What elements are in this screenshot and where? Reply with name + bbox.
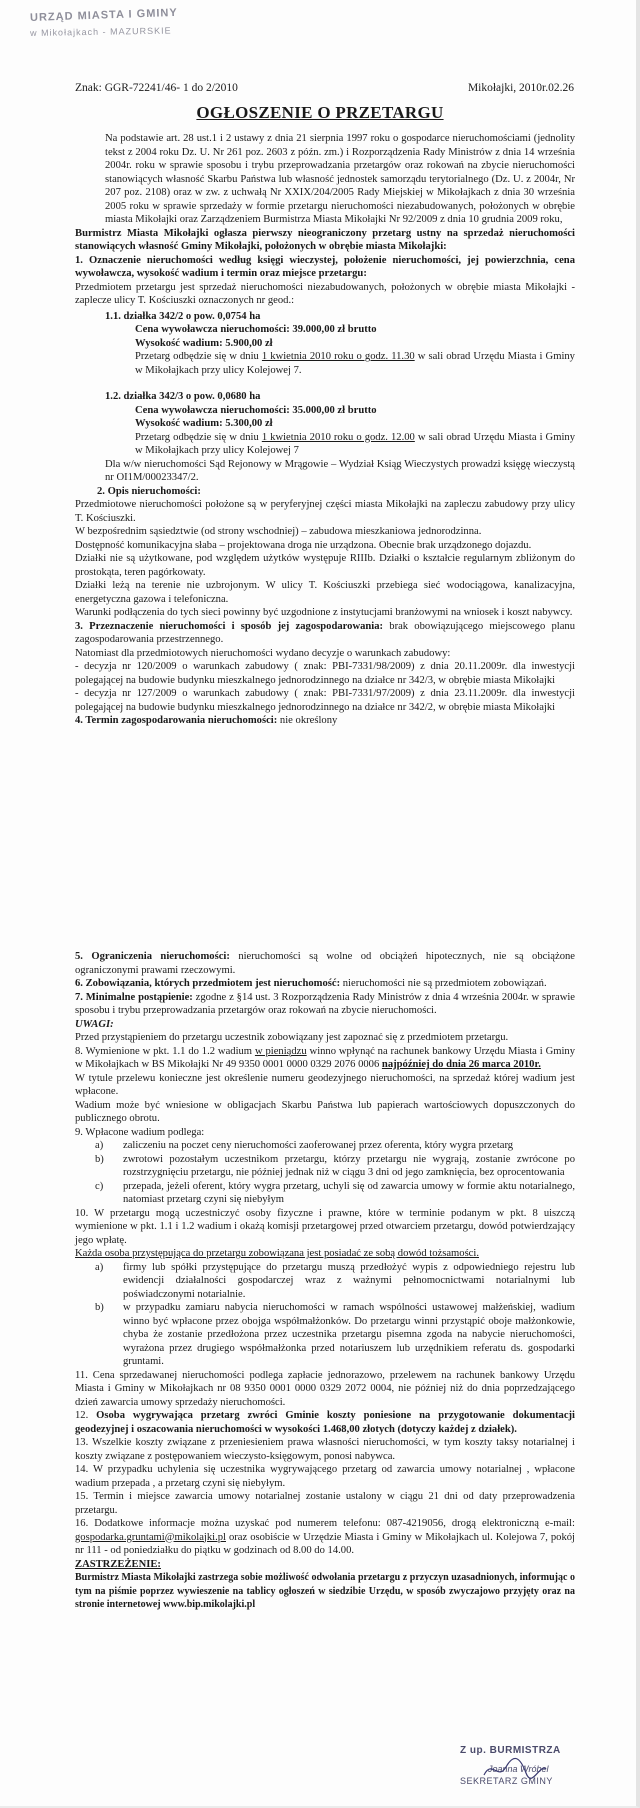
reservation-heading: ZASTRZEŻENIE: — [75, 1558, 161, 1570]
list-item: b) zwrotowi pozostałym uczestnikom przetargu, którzy przetargu nie wygrają, zostanie zwrócone po rozstrzygnięciu przetargu, nie później jednak niż w ciągu 3 dni od jego zamknięcia, bez oprocentowania — [95, 1153, 575, 1178]
id-requirement: Każda osoba przystępująca do przetargu zobowiązana jest posiadać ze sobą dowód tożsamości. — [75, 1248, 479, 1259]
section-8-text: W tytule przelewu konieczne jest określenie numeru geodezyjnego nieruchomości, na sprzedaż której wadium jest wpłacone. Wadium może być wniesione w obligacjach Skarbu Państwa lub papierach wartościowych dopuszczonych do publicznego obrotu. — [75, 1072, 575, 1124]
stamp-line-1: URZĄD MIASTA I GMINY — [29, 6, 178, 25]
plot-1-date: 1 kwietnia 2010 roku o godz. 11.30 — [261, 351, 415, 362]
land-register-note: Dla w/w nieruchomości Sąd Rejonowy w Mrągowie – Wydział Ksiąg Wieczystych prowadzi księgę wieczystą nr OI1M/00023347/2. — [105, 458, 575, 483]
page-two-body — [75, 950, 575, 1612]
section-11: 11. Cena sprzedawanej nieruchomości podlega zapłacie jednorazowo, przelewem na rachunek bankowy Urzędu Miasta i Gminy w Mikołajkach nr 08 9350 0001 0000 0329 2072 0004, nie później niż do dnia poprzedzającego dzień zawarcia umowy sprzedaży nieruchomości. — [75, 1369, 575, 1408]
plot-1 — [75, 310, 575, 378]
section-1-text: Przedmiotem przetargu jest sprzedaż nieruchomości niezabudowanych, położonych w obrębie miasta Mikołajki - zaplecze ulicy T. Kościuszki oznaczonych nr geod.: — [75, 281, 575, 306]
plot-2 — [75, 390, 575, 458]
list-item: b) w przypadku zamiaru nabycia nieruchomości w ramach wspólności ustawowej małżeńskiej, wadium winno być wpłacone przez obojga współmałżonków. Do przetargu winni przystąpić oboje małżonkowie, chyba że zostanie przedłożona przez uczestnika przetargu pisemna zgoda na nabycie nieruchomości, wyrażona przez drugiego współmałżonka przed notariuszem lub urzędnikiem referatu ds. gospodarki gruntami. — [95, 1302, 575, 1367]
plot-2-auction: Przetarg odbędzie się w dniu 1 kwietnia 2010 roku o godz. 12.00 w sali obrad Urzędu Miasta i Gminy w Mikołajkach przy ulicy Kolejowej 7 — [135, 431, 575, 456]
section-14: 14. W przypadku uchylenia się uczestnika wygrywającego przetarg od zawarcia umowy notarialnej , wpłacone wadium przepada , a przetarg czyni się niebyłym. — [75, 1464, 575, 1489]
office-stamp — [30, 8, 260, 48]
section-4-heading: 4. Termin zagospodarowania nieruchomości: — [75, 715, 278, 726]
section-5: 5. Ograniczenia nieruchomości: nieruchomości są wolne od obciążeń hipotecznych, nie są obciążone ograniczonymi prawami rzeczowymi. — [75, 951, 575, 976]
stamp-line-2: w Mikołajkach - MAZURSKIE — [29, 25, 172, 39]
section-2-heading: 2. Opis nieruchomości: — [97, 485, 201, 497]
intro-announcement: Burmistrz Miasta Mikołajki ogłasza pierwszy nieograniczony przetarg ustny na sprzedaż nieruchomości stanowiących własność Gminy Mikołajki, położonych w obrębie miasta Mikołajki: — [75, 227, 575, 252]
deposit-deadline: najpóźniej do dnia 26 marca 2010r. — [381, 1059, 541, 1070]
document-header — [75, 82, 574, 94]
signature-line-1: Z up. BURMISTRZA — [460, 1745, 561, 1756]
section-16: 16. Dodatkowe informacje można uzyskać pod numerem telefonu: 087-4219056, drogą elektroniczną e-mail: gospodarka.gruntami@mikolajki.pl oraz osobiście w Urzędzie Miasta i Gminy w Mikołajkach ul. Kolejowa 7, pokój nr 111 - od poniedziałku do piątku w godzinach od 8.00 do 14.00. — [75, 1518, 575, 1556]
section-3-heading: 3. Przeznaczenie nieruchomości i sposób jej zagospodarowania: — [75, 620, 384, 632]
plot-1-title: 1.1. działka 342/2 o pow. 0,0754 ha — [105, 310, 261, 322]
section-1-heading: 1. Oznaczenie nieruchomości według księgi wieczystej, położenie nieruchomości, jej powierzchnia, cena wywoławcza, wysokość wadium i termin oraz miejsce przetargu: — [75, 254, 575, 279]
intro-text: Na podstawie art. 28 ust.1 i 2 ustawy z dnia 21 sierpnia 1997 roku o gospodarce nieruchomościami (jednolity tekst z 2004 roku Dz. U. Nr 261 poz. 2603 z późn. zm.) i Rozporządzenia Rady Ministrów z dnia 14 września 2004r. roku w sprawie sposobu i trybu przeprowadzania przetargów oraz rokowań na zbycie nieruchomości stanowiących własność Skarbu Państwa lub własność jednostek samorządu terytorialnego (Dz. U. z 2004r, Nr 207 poz. 2108) oraz w zw. z uchwałą Nr XXIX/204/2005 Rady Miejskiej w Mikołajkach z dnia 30 września 2005 roku w sprawie sprzedaży w formie przetargu nieruchomości niezabudowanych, położonych w obrębie miasta Mikołajki oraz Zarządzeniem Burmistrza Miasta Mikołajki Nr 92/2009 z dnia 10 grudnia 2009 roku, — [105, 133, 575, 225]
section-4: 4. Termin zagospodarowania nieruchomości: nie określony — [75, 715, 338, 726]
list-item: c) przepada, jeżeli oferent, który wygra przetarg, uchyli się od zawarcia umowy w formie aktu notarialnego, natomiast przetarg czyni się niebyłym — [95, 1180, 575, 1205]
section-13: 13. Wszelkie koszty związane z przeniesieniem prawa własności nieruchomości, w tym koszty taksy notarialnej i koszty związane z postępowaniem wieczysto-księgowym, ponosi nabywca. — [75, 1437, 575, 1462]
plot-2-title: 1.2. działka 342/3 o pow. 0,0680 ha — [105, 391, 261, 402]
section-7: 7. Minimalne postąpienie: zgodne z §14 ust. 3 Rozporządzenia Rady Ministrów z dnia 4 września 2004r. w sprawie sposobu i trybu przeprowadzania przetargów oraz rokowań na zbycie nieruchomości. — [75, 991, 575, 1016]
signature-line-2: Joanna Wróbel — [488, 1764, 549, 1774]
section-3-text: Natomiast dla przedmiotowych nieruchomości wydano decyzje o warunkach zabudowy: - decyzja nr 120/2009 o warunkach zabudowy ( znak: PBI-7331/98/2009) z dnia 20.11.2009r. dla inwestycji polegającej na budowie budynku mieszkalnego jednorodzinnego na działce nr 342/3, w obrębie miasta Mikołajki - decyzja nr 127/2009 o warunkach zabudowy ( znak: PBI-7331/97/2009) z dnia 23.11.2009r. dla inwestycji polegającej na budowie budynku mieszkalnego jednorodzinnego na działce nr 342/2, w obrębie miasta Mikołajki — [75, 647, 575, 713]
plot-1-deposit: Wysokość wadium: 5.900,00 zł — [135, 337, 273, 349]
signature-line-3: SEKRETARZ GMINY — [460, 1776, 553, 1786]
section-8: 8. Wymienione w pkt. 1.1 do 1.2 wadium w pieniądzu winno wpłynąć na rachunek bankowy Urzędu Miasta i Gminy w Mikołajkach w BS Mikołajki Nr 49 9350 0001 0000 0329 2076 0006 najpóźniej do dnia 26 marca 2010r. — [75, 1045, 575, 1070]
place-date: Mikołajki, 2010r.02.26 — [467, 82, 574, 94]
section-10: 10. W przetargu mogą uczestniczyć osoby fizyczne i prawne, które w terminie podanym w pkt. 8 uiszczą wymienione w pkt. 1.1 i 1.2 wadium i okażą komisji przetargowej przed otwarciem przetargu, dowód potwierdzający jego wpłatę. — [75, 1207, 575, 1246]
section-15: 15. Termin i miejsce zawarcia umowy notarialnej zostanie ustalony w ciągu 21 dni od daty przeprowadzenia przetargu. — [75, 1491, 575, 1516]
list-item: a) firmy lub spółki przystępujące do przetargu muszą przedłożyć wypis z odpowiedniego rejestru lub ewidencji działalności gospodarczej wraz z ważnymi pełnomocnictwami notarialnymi lub poświadczonymi notarialnie. — [95, 1261, 575, 1300]
list-item: a) zaliczeniu na poczet ceny nieruchomości zaoferowanej przez oferenta, który wygra przetarg — [95, 1140, 514, 1151]
plot-2-date: 1 kwietnia 2010 roku o godz. 12.00 — [261, 431, 415, 443]
page-title: OGŁOSZENIE O PRZETARGU — [196, 103, 444, 122]
plot-1-auction: Przetarg odbędzie się w dniu 1 kwietnia 2010 roku o godz. 11.30 w sali obrad Urzędu Miasta i Gminy w Mikołajkach przy ulicy Kolejowej 7. — [135, 351, 575, 376]
section-12: 12. Osoba wygrywająca przetarg zwróci Gminie koszty poniesione na przygotowanie dokumentacji geodezyjnej i oszacowania nieruchomości w wysokości 1.468,00 złotych (dotyczy każdej z działek). — [75, 1410, 576, 1435]
reference-number: Znak: GGR-72241/46- 1 do 2/2010 — [75, 82, 238, 94]
signature-stamp — [460, 1745, 590, 1801]
plot-1-price: Cena wywoławcza nieruchomości: 39.000,00 zł brutto — [135, 324, 377, 335]
contact-email: gospodarka.gruntami@mikolajki.pl — [75, 1531, 226, 1543]
section-2-text: Przedmiotowe nieruchomości położone są w peryferyjnej części miasta Mikołajki na zapleczu zabudowy przy ulicy T. Kościuszki. W bezpośrednim sąsiedztwie (od strony wschodniej) – zabudowa mieszkaniowa jednorodzinna. Dostępność komunikacyjna słaba – projektowana droga nie urządzona. Obecnie brak urządzonego dojazdu. Działki nie są użytkowane, pod względem użytków występuje RIIIb. Działki o kształcie regularnym zbliżonym do prostokąta, teren pagórkowaty. Działki leżą na terenie nie uzbrojonym. W ulicy T. Kościuszki przebiega sieć wodociągowa, kanalizacyjna, energetyczna gazowa i telefoniczna. Warunki podłączenia do tych sieci powinny być uzgodnione z instytucjami branżowymi na wniosek i koszt nabywcy. — [75, 499, 575, 618]
reservation-text: Burmistrz Miasta Mikołajki zastrzega sobie możliwość odwołania przetargu z przyczyn uzasadnionych, informując o tym na piśmie poprzez wywieszenie na tablicy ogłoszeń w siedzibie Urzędu, w sposób zwyczajowo przyjęty oraz na stronie internetowej www.bip.mikolajki.pl — [75, 1572, 575, 1610]
section-9-heading: 9. Wpłacone wadium podlega: — [75, 1126, 205, 1138]
remarks-text: Przed przystąpieniem do przetargu uczestnik zobowiązany jest zapoznać się z przedmiotem przetargu. — [75, 1032, 509, 1043]
plot-2-deposit: Wysokość wadium: 5.300,00 zł — [135, 418, 273, 429]
handwritten-signature — [480, 1755, 550, 1783]
plot-2-price: Cena wywoławcza nieruchomości: 35.000,00 zł brutto — [135, 404, 377, 416]
section-3: 3. Przeznaczenie nieruchomości i sposób jej zagospodarowania: brak obowiązującego miejscowego planu zagospodarowania przestrzennego. — [75, 620, 575, 645]
page-one-body — [75, 132, 575, 728]
remarks-heading: UWAGI: — [75, 1018, 114, 1030]
section-6: 6. Zobowiązania, których przedmiotem jest nieruchomość: nieruchomości nie są przedmiotem zobowiązań. — [75, 978, 547, 989]
